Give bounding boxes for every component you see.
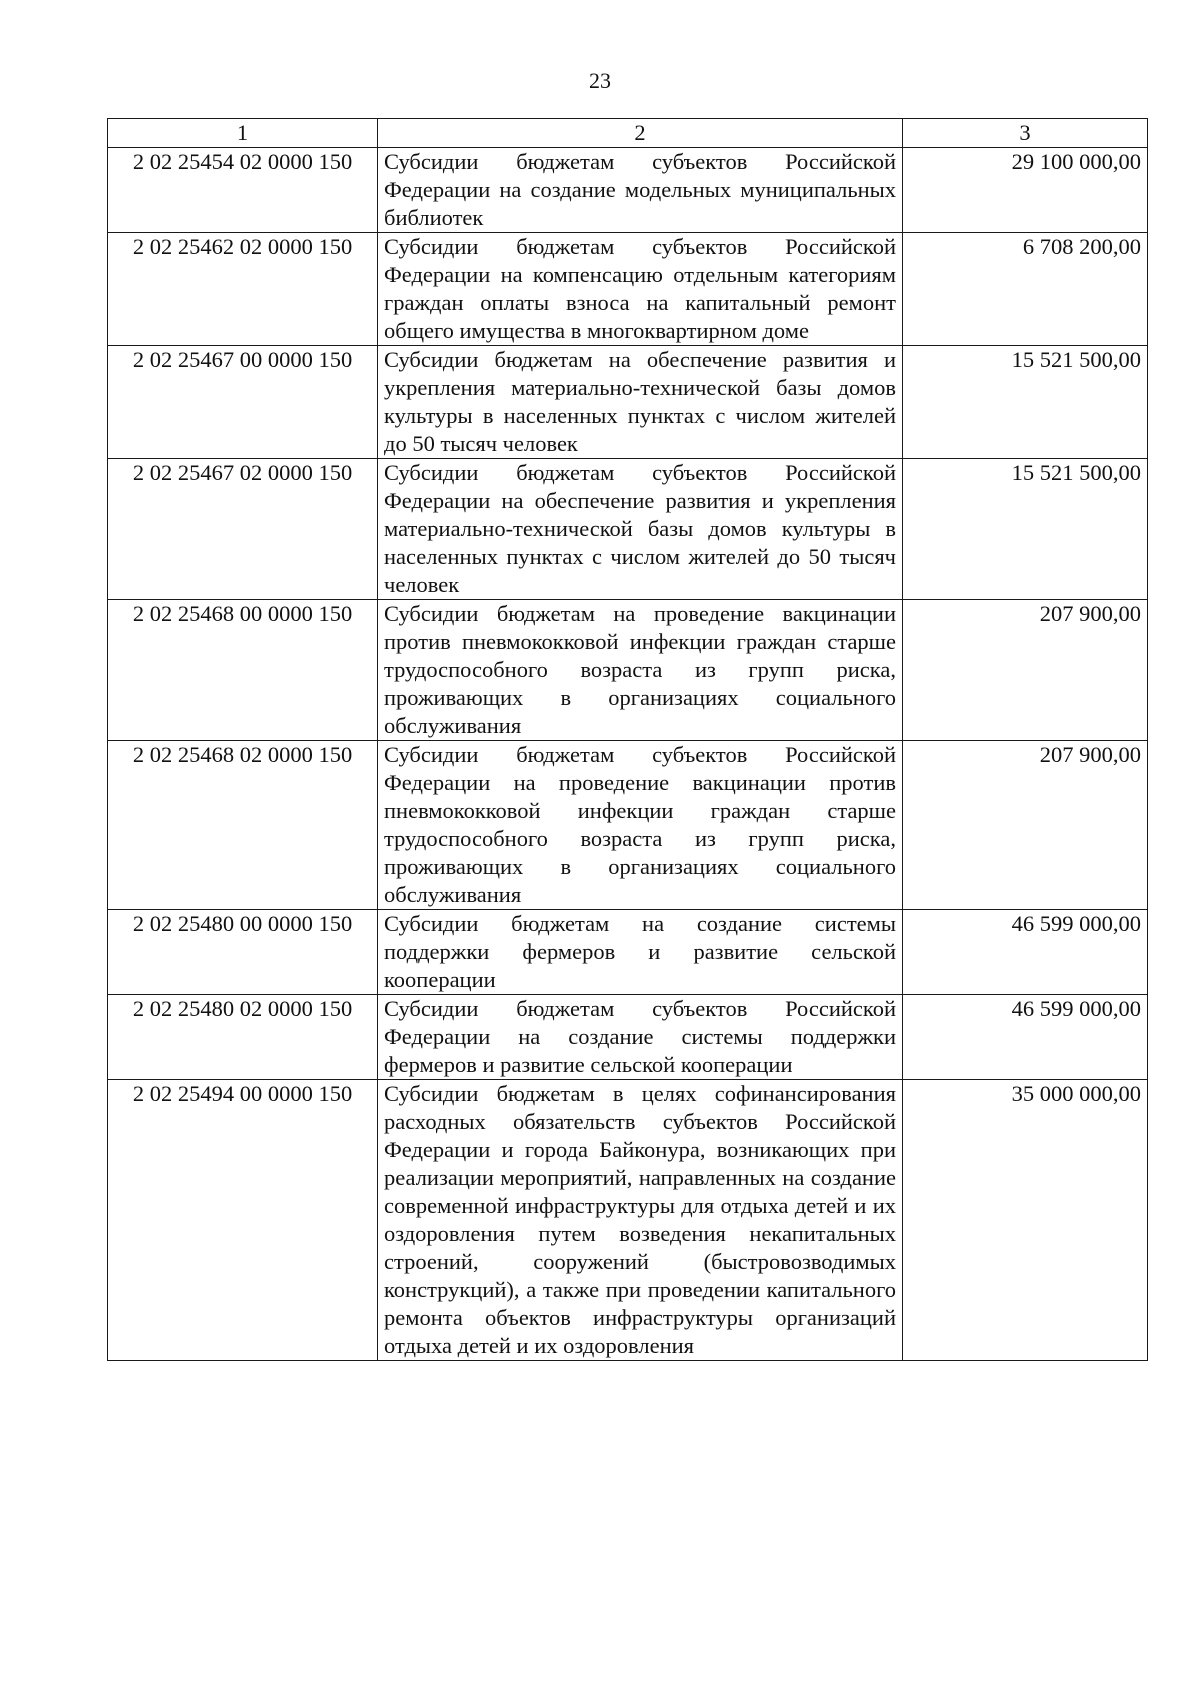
table-row: [108, 148, 1148, 233]
table-row: [108, 1080, 1148, 1361]
column-header-code: 1: [108, 119, 378, 148]
budget-code: 2 02 25467 00 0000 150: [108, 346, 378, 459]
budget-code: 2 02 25468 00 0000 150: [108, 600, 378, 741]
amount: 46 599 000,00: [903, 910, 1148, 995]
budget-code: 2 02 25454 02 0000 150: [108, 148, 378, 233]
budget-table: [107, 118, 1148, 1361]
table-row: [108, 600, 1148, 741]
table-header: [108, 119, 1148, 148]
revenue-name: Субсидии бюджетам на создание системы поддержки фермеров и развитие сельской кооперации: [378, 910, 903, 995]
table-row: [108, 910, 1148, 995]
amount: 29 100 000,00: [903, 148, 1148, 233]
column-header-name: 2: [378, 119, 903, 148]
revenue-name: Субсидии бюджетам на обеспечение развития и укрепления материально-технической базы домов культуры в населенных пунктах с числом жителей до 50 тысяч человек: [378, 346, 903, 459]
amount: 15 521 500,00: [903, 459, 1148, 600]
budget-code: 2 02 25468 02 0000 150: [108, 741, 378, 910]
amount: 207 900,00: [903, 741, 1148, 910]
amount: 207 900,00: [903, 600, 1148, 741]
revenue-name: Субсидии бюджетам субъектов Российской Федерации на проведение вакцинации против пневмококковой инфекции граждан старше трудоспособного возраста из групп риска, проживающих в организациях социального обслуживания: [378, 741, 903, 910]
table-row: [108, 459, 1148, 600]
revenue-name: Субсидии бюджетам на проведение вакцинации против пневмококковой инфекции граждан старше трудоспособного возраста из групп риска, проживающих в организациях социального обслуживания: [378, 600, 903, 741]
column-header-amount: 3: [903, 119, 1148, 148]
budget-code: 2 02 25467 02 0000 150: [108, 459, 378, 600]
table-row: [108, 346, 1148, 459]
budget-code: 2 02 25480 02 0000 150: [108, 995, 378, 1080]
amount: 6 708 200,00: [903, 233, 1148, 346]
budget-code: 2 02 25494 00 0000 150: [108, 1080, 378, 1361]
revenue-name: Субсидии бюджетам субъектов Российской Федерации на создание модельных муниципальных библиотек: [378, 148, 903, 233]
header-row: [108, 119, 1148, 148]
table-row: [108, 995, 1148, 1080]
revenue-name: Субсидии бюджетам субъектов Российской Федерации на обеспечение развития и укрепления материально-технической базы домов культуры в населенных пунктах с числом жителей до 50 тысяч человек: [378, 459, 903, 600]
revenue-name: Субсидии бюджетам субъектов Российской Федерации на компенсацию отдельным категориям граждан оплаты взноса на капитальный ремонт общего имущества в многоквартирном доме: [378, 233, 903, 346]
revenue-name: Субсидии бюджетам в целях софинансирования расходных обязательств субъектов Российской Федерации и города Байконура, возникающих при реализации мероприятий, направленных на создание современной инфраструктуры для отдыха детей и их оздоровления путем возведения некапитальных строений, сооружений (быстровозводимых конструкций), а также при проведении капитального ремонта объектов инфраструктуры организаций отдыха детей и их оздоровления: [378, 1080, 903, 1361]
amount: 46 599 000,00: [903, 995, 1148, 1080]
amount: 35 000 000,00: [903, 1080, 1148, 1361]
table-body: [108, 148, 1148, 1361]
revenue-name: Субсидии бюджетам субъектов Российской Федерации на создание системы поддержки фермеров и развитие сельской кооперации: [378, 995, 903, 1080]
page-number: 23: [589, 68, 611, 93]
table-row: [108, 741, 1148, 910]
amount: 15 521 500,00: [903, 346, 1148, 459]
table-row: [108, 233, 1148, 346]
budget-code: 2 02 25462 02 0000 150: [108, 233, 378, 346]
budget-code: 2 02 25480 00 0000 150: [108, 910, 378, 995]
